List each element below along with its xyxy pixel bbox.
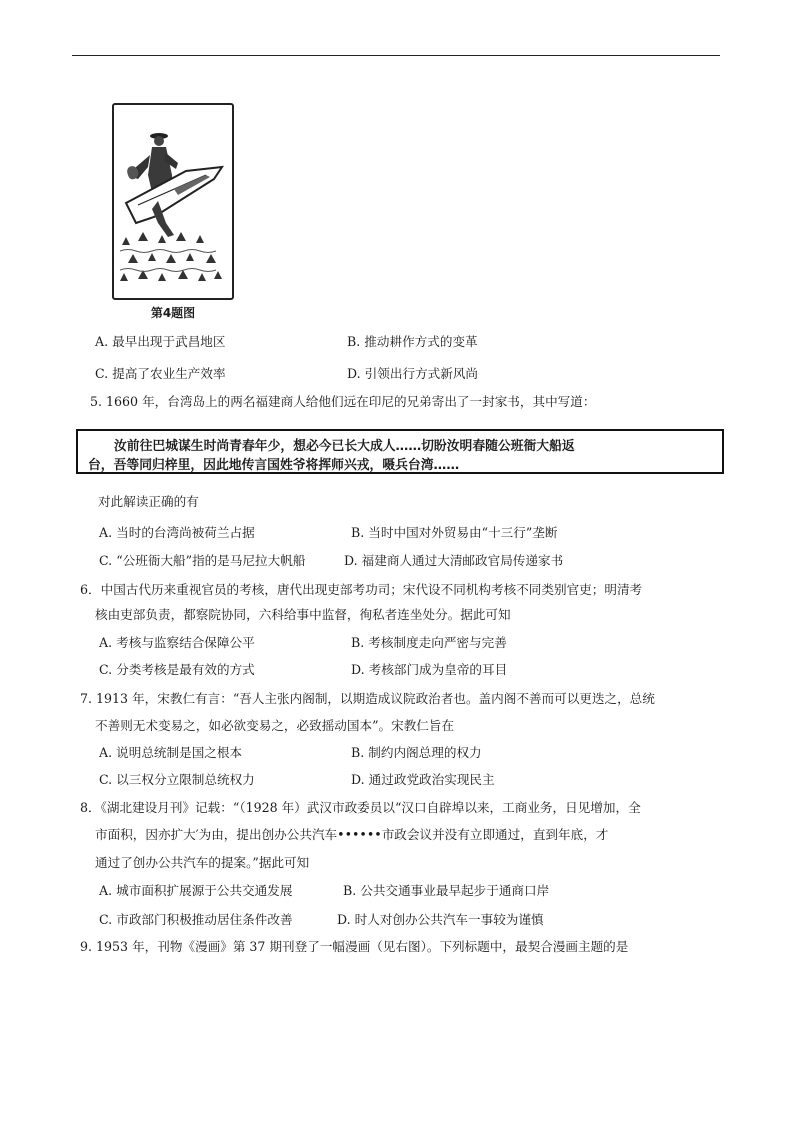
q8-option-c: C. 市政部门积极推动居住条件改善 bbox=[99, 912, 293, 927]
q6-option-a: A. 考核与监察结合保障公平 bbox=[99, 635, 255, 650]
q8-option-d: D. 时人对创办公共汽车一事较为谨慎 bbox=[337, 912, 544, 927]
q5-quote-box bbox=[76, 429, 724, 474]
q5-quote-line1: 汝前往巴城谋生时尚青春年少，想必今已长大成人……切盼汝明春随公班衙大船返 bbox=[114, 439, 575, 454]
q5-option-c: C. “公班衙大船”指的是马尼拉大帆船 bbox=[99, 553, 306, 568]
q8-stem-line1: 8．《湖北建设月刊》记载：“（1928 年）武汉市政委员以“汉口自辟埠以来，工商业务，日见增加，全 bbox=[80, 800, 641, 815]
q9-stem: 9. 1953 年，刊物《漫画》第 37 期刊登了一幅漫画（见右图）。下列标题中，最契合漫画主题的是 bbox=[80, 939, 629, 954]
q4-option-b: B. 推动耕作方式的变革 bbox=[347, 334, 478, 349]
q8-option-b: B. 公共交通事业最早起步于通商口岸 bbox=[343, 883, 550, 898]
q7-option-c: C. 以三权分立限制总统权力 bbox=[99, 772, 255, 787]
header-rule bbox=[72, 55, 720, 56]
q6-stem-line2: 核由吏部负责，都察院协同，六科给事中监督，徇私者连坐处分。据此可知 bbox=[95, 607, 511, 622]
q4-option-d: D. 引领出行方式新风尚 bbox=[347, 366, 479, 381]
q8-stem-line2: 市面积，因亦扩大′为由，提出创办公共汽车••••••市政会议并没有立即通过，直到年底，才 bbox=[95, 827, 609, 842]
q7-stem-line1: 7. 1913 年，宋教仁有言：“吾人主张内阁制，以期造成议院政治者也。盖内阁不善而可以更迭之，总统 bbox=[80, 691, 655, 706]
q5-quote-line2: 台，吾等同归梓里，因此地传言国姓爷将挥师兴戎，嗫兵台湾…… bbox=[88, 458, 460, 473]
figure-caption: 第4题图 bbox=[150, 306, 196, 320]
q5-option-a: A. 当时的台湾尚被荷兰占据 bbox=[99, 525, 255, 540]
q4-option-a: A. 最早出现于武昌地区 bbox=[95, 334, 226, 349]
q8-option-a: A. 城市面积扩展源于公共交通发展 bbox=[99, 883, 293, 898]
q5-stem: 5. 1660 年，台湾岛上的两名福建商人给他们远在印尼的兄弟寄出了一封家书，其中写道： bbox=[90, 394, 596, 409]
q6-stem-line1: 6．中国古代历来重视官员的考核，唐代出现吏部考功司；宋代设不同机构考核不同类别官吏；明清考 bbox=[80, 582, 643, 597]
q7-option-b: B. 制约内阁总理的权力 bbox=[351, 745, 482, 760]
q5-option-b: B. 当时中国对外贸易由“十三行”垄断 bbox=[351, 525, 558, 540]
farmer-on-seedling-boat-illustration bbox=[114, 105, 232, 298]
q6-option-d: D. 考核部门成为皇帝的耳目 bbox=[351, 662, 508, 677]
q7-stem-line2: 不善则无术变易之，如必欲变易之，必致摇动国本”。宋教仁旨在 bbox=[95, 718, 455, 733]
q8-stem-line3: 通过了创办公共汽车的提案。”据此可知 bbox=[95, 855, 310, 870]
q4-figure bbox=[112, 103, 234, 320]
q7-option-a: A. 说明总统制是国之根本 bbox=[99, 745, 243, 760]
q6-option-c: C. 分类考核是最有效的方式 bbox=[99, 662, 255, 677]
q5-option-d: D. 福建商人通过大清邮政官局传递家书 bbox=[344, 553, 564, 568]
q4-option-c: C. 提高了农业生产效率 bbox=[95, 366, 226, 381]
q6-option-b: B. 考核制度走向严密与完善 bbox=[351, 635, 507, 650]
q5-prompt: 对此解读正确的有 bbox=[98, 494, 199, 509]
q7-option-d: D. 通过政党政治实现民主 bbox=[351, 772, 495, 787]
